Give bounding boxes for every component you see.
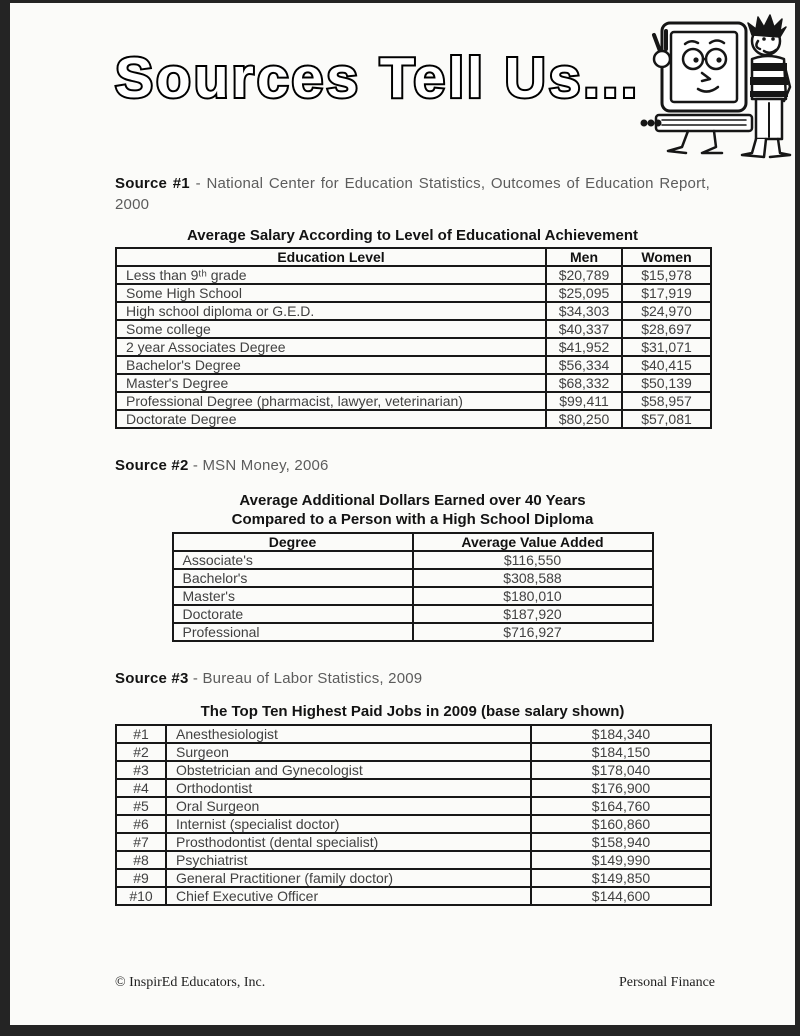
table-cell: $99,411 (546, 392, 622, 410)
source1-heading (115, 173, 710, 215)
table-cell: $164,760 (531, 797, 711, 815)
table-cell: Orthodontist (166, 779, 531, 797)
source2-table-title-line2: Compared to a Person with a High School Diploma (231, 511, 594, 528)
source3-table-title: The Top Ten Highest Paid Jobs in 2009 (base salary shown) (200, 703, 625, 720)
table-cell: Professional (173, 623, 413, 641)
table-row (116, 266, 711, 284)
source2-heading (115, 455, 710, 476)
table-cell: Some High School (116, 284, 546, 302)
column-header-education-level: Education Level (116, 248, 546, 266)
table-header-row (173, 533, 653, 551)
table-row (116, 851, 711, 869)
table-cell: $184,340 (531, 725, 711, 743)
source2-label: Source #2 (115, 457, 189, 474)
table-cell: #5 (116, 797, 166, 815)
table-cell: #7 (116, 833, 166, 851)
table-cell: #2 (116, 743, 166, 761)
table-cell: $58,957 (622, 392, 711, 410)
source1-label: Source #1 (115, 175, 190, 192)
page-header (115, 3, 710, 163)
source1-credit: - National Center for Education Statistics, Outcomes of Education Report, 2000 (115, 175, 710, 213)
table-row (116, 302, 711, 320)
table-cell: $24,970 (622, 302, 711, 320)
column-header-degree: Degree (173, 533, 413, 551)
table-cell: $31,071 (622, 338, 711, 356)
table-cell: $180,010 (413, 587, 653, 605)
table-cell: #1 (116, 725, 166, 743)
table-row (116, 797, 711, 815)
table-cell: Surgeon (166, 743, 531, 761)
table-row (116, 410, 711, 428)
table-cell: $187,920 (413, 605, 653, 623)
table-cell: $40,337 (546, 320, 622, 338)
table-cell: Master's (173, 587, 413, 605)
table-cell: $144,600 (531, 887, 711, 905)
table-row (173, 623, 653, 641)
page-title: Sources Tell Us... (115, 46, 640, 110)
table-cell: 2 year Associates Degree (116, 338, 546, 356)
source1-table-title: Average Salary According to Level of Educational Achievement (187, 227, 638, 244)
table-cell: Doctorate (173, 605, 413, 623)
source2-credit: - MSN Money, 2006 (192, 457, 329, 474)
table-cell: $716,927 (413, 623, 653, 641)
table-row (116, 374, 711, 392)
table-cell: $17,919 (622, 284, 711, 302)
table-row (116, 833, 711, 851)
table-cell: Bachelor's Degree (116, 356, 546, 374)
table-cell: Obstetrician and Gynecologist (166, 761, 531, 779)
table-cell: $15,978 (622, 266, 711, 284)
table-cell: $158,940 (531, 833, 711, 851)
table-cell: $40,415 (622, 356, 711, 374)
table-row (116, 761, 711, 779)
column-header-average-value-added: Average Value Added (413, 533, 653, 551)
footer-unit-title: Personal Finance (618, 975, 715, 990)
table-cell: Less than 9ᵗʰ grade (116, 266, 546, 284)
source3-label: Source #3 (115, 670, 189, 687)
table-cell: Associate's (173, 551, 413, 569)
table-cell: Anesthesiologist (166, 725, 531, 743)
table-cell: $28,697 (622, 320, 711, 338)
top-paid-jobs-table (115, 724, 712, 906)
table-cell: Prosthodontist (dental specialist) (166, 833, 531, 851)
table-row (116, 320, 711, 338)
table-row (116, 869, 711, 887)
table-cell: $149,850 (531, 869, 711, 887)
table-row (116, 338, 711, 356)
page-content (10, 3, 795, 906)
table-cell: $41,952 (546, 338, 622, 356)
table-cell: Bachelor's (173, 569, 413, 587)
table-cell: $34,303 (546, 302, 622, 320)
table-cell: $25,095 (546, 284, 622, 302)
table-cell: High school diploma or G.E.D. (116, 302, 546, 320)
table-cell: Some college (116, 320, 546, 338)
source2-table-title-line1: Average Additional Dollars Earned over 40 Years (239, 492, 586, 509)
table-row (116, 356, 711, 374)
table-row (116, 392, 711, 410)
table-header-row (116, 248, 711, 266)
table-cell: Professional Degree (pharmacist, lawyer, veterinarian) (116, 392, 546, 410)
table-row (116, 887, 711, 905)
table-cell: $50,139 (622, 374, 711, 392)
table-cell: General Practitioner (family doctor) (166, 869, 531, 887)
table-cell: $308,588 (413, 569, 653, 587)
source3-credit: - Bureau of Labor Statistics, 2009 (192, 670, 423, 687)
table-cell: #8 (116, 851, 166, 869)
table-cell: $149,990 (531, 851, 711, 869)
table-cell: #6 (116, 815, 166, 833)
table-cell: Psychiatrist (166, 851, 531, 869)
table-row (173, 551, 653, 569)
table-cell: Master's Degree (116, 374, 546, 392)
table-row (116, 743, 711, 761)
table-cell: $178,040 (531, 761, 711, 779)
table-cell: #10 (116, 887, 166, 905)
source3-heading (115, 668, 710, 689)
table-row (173, 569, 653, 587)
table-cell: #4 (116, 779, 166, 797)
table-cell: $116,550 (413, 551, 653, 569)
table-cell: $56,334 (546, 356, 622, 374)
table-cell: $20,789 (546, 266, 622, 284)
table-cell: $176,900 (531, 779, 711, 797)
table-row (116, 779, 711, 797)
table-row (173, 605, 653, 623)
table-cell: #3 (116, 761, 166, 779)
table-cell: $57,081 (622, 410, 711, 428)
table-cell: Doctorate Degree (116, 410, 546, 428)
table-row (116, 284, 711, 302)
column-header-women: Women (622, 248, 711, 266)
column-header-men: Men (546, 248, 622, 266)
table-cell: $184,150 (531, 743, 711, 761)
footer-copyright: © InspirEd Educators, Inc. (115, 975, 266, 990)
table-cell: $80,250 (546, 410, 622, 428)
table-row (116, 815, 711, 833)
table-cell: Oral Surgeon (166, 797, 531, 815)
table-cell: Chief Executive Officer (166, 887, 531, 905)
table-cell: $160,860 (531, 815, 711, 833)
value-added-by-degree-table (172, 532, 654, 642)
table-row (173, 587, 653, 605)
salary-by-education-table (115, 247, 712, 429)
page-footer (115, 975, 715, 991)
table-cell: #9 (116, 869, 166, 887)
table-row (116, 725, 711, 743)
table-cell: Internist (specialist doctor) (166, 815, 531, 833)
table-cell: $68,332 (546, 374, 622, 392)
computer-student-cartoon-illustration (640, 7, 792, 163)
